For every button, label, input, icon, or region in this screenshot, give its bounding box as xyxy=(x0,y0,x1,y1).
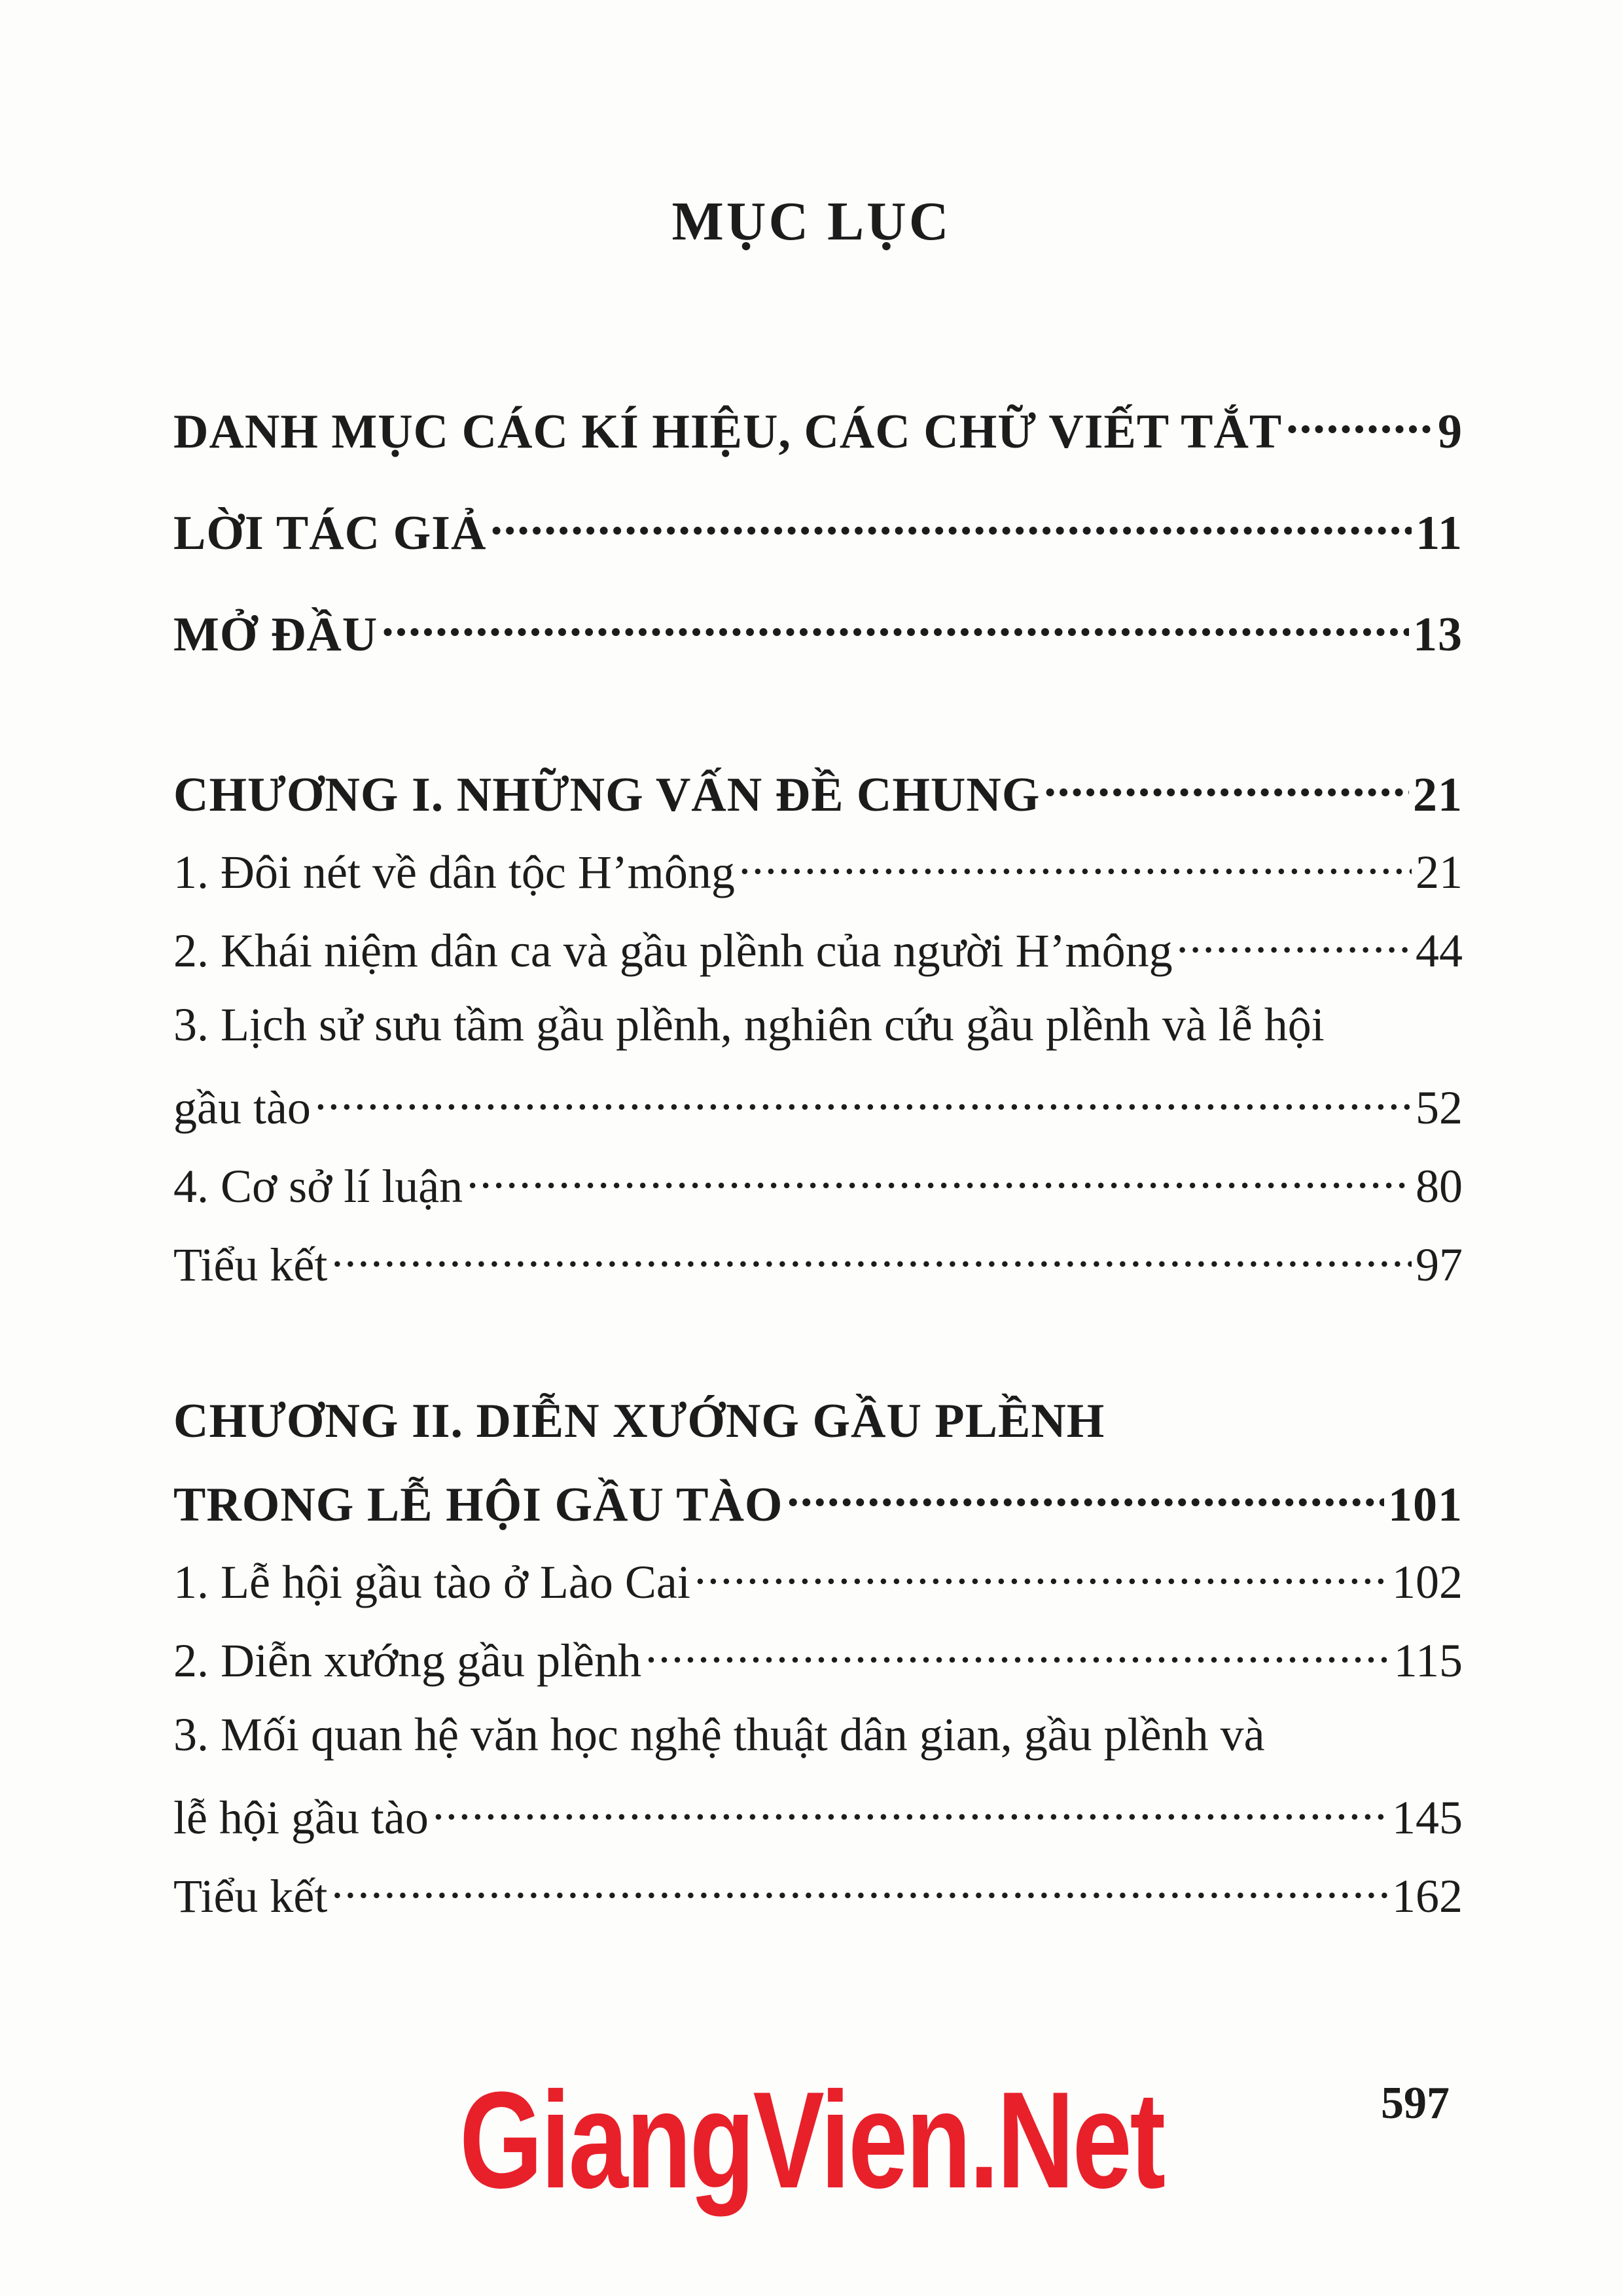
toc-entry-label: LỜI TÁC GIẢ xyxy=(173,506,487,560)
dot-leader xyxy=(1177,919,1412,966)
dot-leader xyxy=(787,1472,1384,1521)
toc-entry-chapter-2[interactable] xyxy=(173,1472,1463,1533)
toc-entry-1-3-line1: 3. Lịch sử sưu tầm gầu plềnh, nghiên cứu gầu plềnh và lễ hội xyxy=(173,998,1325,1051)
toc-entry-introduction[interactable] xyxy=(173,602,1463,663)
toc-entry-page: 115 xyxy=(1393,1634,1463,1687)
toc-entry-page: 52 xyxy=(1416,1082,1463,1134)
toc-entry-label: TRONG LỄ HỘI GẦU TÀO xyxy=(173,1478,783,1532)
toc-entry-label: CHƯƠNG I. NHỮNG VẤN ĐỀ CHUNG xyxy=(173,768,1041,822)
toc-entry-2-3[interactable] xyxy=(173,1786,1463,1845)
toc-entry-page: 101 xyxy=(1388,1478,1463,1532)
dot-leader xyxy=(331,1865,1388,1912)
toc-entry-label: DANH MỤC CÁC KÍ HIỆU, CÁC CHỮ VIẾT TẮT xyxy=(173,405,1283,459)
toc-entry-abbreviations[interactable] xyxy=(173,399,1463,460)
toc-entry-label: MỞ ĐẦU xyxy=(173,608,378,662)
toc-entry-label: Tiểu kết xyxy=(173,1870,328,1922)
toc-entry-page: 13 xyxy=(1413,608,1463,662)
toc-entry-label: Tiểu kết xyxy=(173,1239,328,1291)
toc-entry-page: 97 xyxy=(1416,1239,1463,1291)
toc-entry-label: 2. Diễn xướng gầu plềnh xyxy=(173,1634,641,1687)
toc-entry-label: 1. Lễ hội gầu tào ở Lào Cai xyxy=(173,1556,690,1608)
toc-entry-label: 2. Khái niệm dân ca và gầu plềnh của người H’mông xyxy=(173,925,1173,977)
toc-entry-author-note[interactable] xyxy=(173,501,1463,561)
toc-entry-label: gầu tào xyxy=(173,1082,311,1134)
dot-leader xyxy=(382,602,1409,650)
dot-leader xyxy=(467,1155,1412,1202)
toc-entry-page: 102 xyxy=(1392,1556,1463,1608)
dot-leader xyxy=(739,841,1412,888)
dot-leader xyxy=(433,1786,1388,1833)
toc-entry-2-1[interactable] xyxy=(173,1551,1463,1610)
toc-entry-page: 11 xyxy=(1416,506,1463,560)
toc-entry-page: 145 xyxy=(1392,1792,1463,1844)
page-number: 597 xyxy=(1381,2078,1450,2128)
page-title: MỤC LỤC xyxy=(671,191,952,252)
dot-leader xyxy=(645,1629,1390,1676)
toc-entry-page: 9 xyxy=(1438,405,1463,459)
toc-entry-2-summary[interactable] xyxy=(173,1865,1463,1924)
dot-leader xyxy=(694,1551,1388,1598)
dot-leader xyxy=(315,1076,1412,1123)
toc-entry-1-4[interactable] xyxy=(173,1155,1463,1214)
toc-entry-1-1[interactable] xyxy=(173,841,1463,900)
watermark-logo: GiangVien.Net xyxy=(459,2063,1164,2217)
dot-leader xyxy=(331,1233,1412,1280)
toc-entry-page: 162 xyxy=(1392,1870,1463,1922)
toc-entry-1-2[interactable] xyxy=(173,919,1463,978)
toc-entry-chapter-2-line1: CHƯƠNG II. DIỄN XƯỚNG GẦU PLỀNH xyxy=(173,1394,1105,1448)
toc-entry-label: 4. Cơ sở lí luận xyxy=(173,1160,463,1212)
dot-leader xyxy=(490,501,1412,549)
toc-entry-chapter-1[interactable] xyxy=(173,762,1463,823)
toc-entry-2-2[interactable] xyxy=(173,1629,1463,1688)
toc-entry-page: 80 xyxy=(1416,1160,1463,1212)
toc-entry-label: 1. Đôi nét về dân tộc H’mông xyxy=(173,846,735,898)
toc-entry-page: 21 xyxy=(1416,846,1463,898)
toc-entry-1-3[interactable] xyxy=(173,1076,1463,1135)
toc-entry-label: lễ hội gầu tào xyxy=(173,1792,429,1844)
toc-entry-page: 44 xyxy=(1416,925,1463,977)
toc-entry-2-3-line1: 3. Mối quan hệ văn học nghệ thuật dân gian, gầu plềnh và xyxy=(173,1708,1265,1761)
toc-entry-page: 21 xyxy=(1413,768,1463,822)
dot-leader xyxy=(1286,399,1434,448)
toc-entry-1-summary[interactable] xyxy=(173,1233,1463,1292)
dot-leader xyxy=(1044,762,1409,811)
